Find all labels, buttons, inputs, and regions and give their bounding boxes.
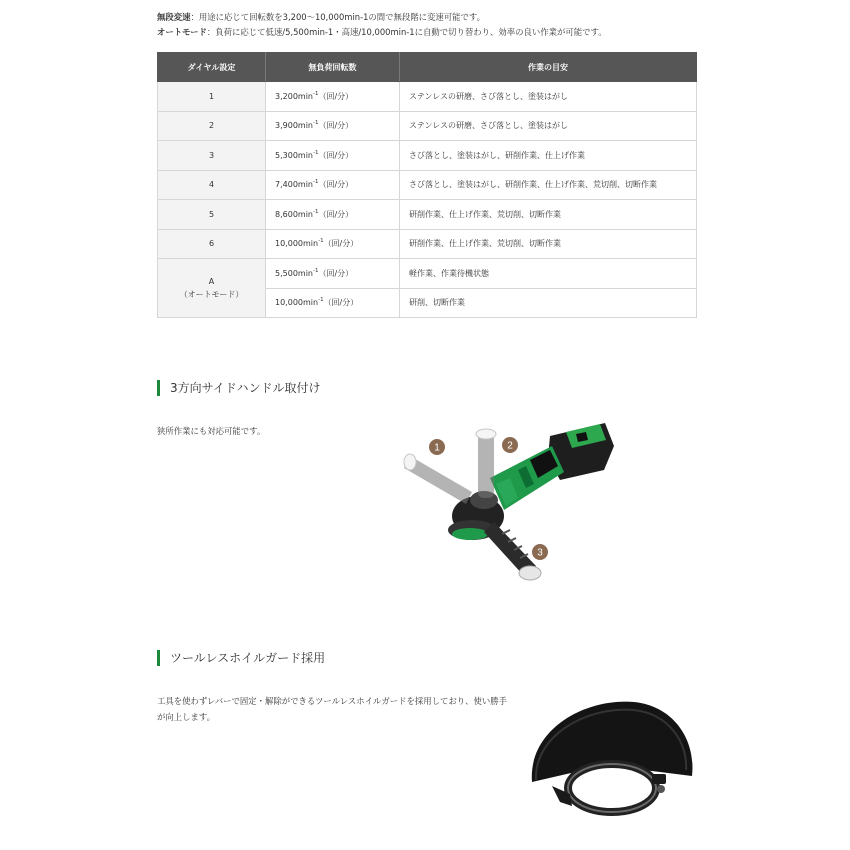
badge-1: [429, 439, 445, 455]
table-row: [158, 229, 697, 259]
intro-line-1: [157, 10, 607, 25]
wheel-guard-text: [157, 693, 507, 725]
table-row: [158, 170, 697, 200]
intro-line-2: [157, 25, 607, 40]
rpm-cell: $3,900\min^{-1}$（回/分）: [266, 111, 400, 141]
table-row: [158, 259, 697, 289]
wheel-guard-heading: ツールレスホイルガード採用: [157, 650, 325, 666]
side-handle-2: [476, 429, 496, 498]
work-cell: 軽作業、作業待機状態: [400, 259, 697, 289]
speed-table: [157, 52, 697, 318]
grinder-image: [400, 418, 620, 590]
auto-mode-cell: [158, 259, 266, 318]
badge-3: [532, 544, 548, 560]
rpm-cell: $7,400\min^{-1}$（回/分）: [266, 170, 400, 200]
work-cell: さび落とし、塗装はがし、研削作業、仕上げ作業: [400, 141, 697, 171]
rpm-cell: $10,000\min^{-1}$（回/分）: [266, 229, 400, 259]
intro-line-1-text: ：用途に応じて回転数を3,200〜10,000min-1の間で無段階に変速可能です。: [190, 12, 486, 22]
work-cell: ステンレスの研磨、さび落とし、塗装はがし: [400, 82, 697, 112]
dial-cell: 1: [158, 82, 266, 112]
dial-cell: 3: [158, 141, 266, 171]
work-cell: ステンレスの研磨、さび落とし、塗装はがし: [400, 111, 697, 141]
svg-text:1: 1: [434, 442, 440, 454]
work-cell: 研削作業、仕上げ作業、荒切削、切断作業: [400, 200, 697, 230]
header-rpm: 無負荷回転数: [266, 53, 400, 82]
table-row: [158, 82, 697, 112]
rpm-cell: $8,600\min^{-1}$（回/分）: [266, 200, 400, 230]
table-row: [158, 200, 697, 230]
dial-cell: 6: [158, 229, 266, 259]
work-cell: 研削作業、仕上げ作業、荒切削、切断作業: [400, 229, 697, 259]
work-cell: 研削、切断作業: [400, 288, 697, 318]
header-dial: ダイヤル設定: [158, 53, 266, 82]
rpm-cell: $5,300\min^{-1}$（回/分）: [266, 141, 400, 171]
guard-clamp-ring: [568, 764, 656, 812]
table-row: [158, 111, 697, 141]
rpm-cell: $3,200\min^{-1}$（回/分）: [266, 82, 400, 112]
auto-mode-label: （オートモード）: [179, 289, 244, 299]
rpm-cell: $10,000\min^{-1}$（回/分）: [266, 288, 400, 318]
wheel-guard-image: [524, 690, 699, 830]
dial-cell: 2: [158, 111, 266, 141]
wheel-guard-text-line-2: が向上します。: [157, 712, 215, 722]
side-handle-text: 狭所作業にも対応可能です。: [157, 426, 266, 436]
wheel-guard-text-line-1: 工具を使わずレバーで固定・解除ができるツールレスホイルガードを採用しており、使い勝手: [157, 696, 508, 706]
dial-cell: 5: [158, 200, 266, 230]
intro-line-2-label: オートモード: [157, 27, 207, 37]
svg-text:2: 2: [507, 440, 513, 452]
intro-text: [157, 10, 607, 40]
side-handle-1: [404, 454, 472, 504]
svg-text:3: 3: [537, 547, 543, 559]
side-handle-heading: 3方向サイドハンドル取付け: [157, 380, 321, 396]
work-cell: さび落とし、塗装はがし、研削作業、仕上げ作業、荒切削、切断作業: [400, 170, 697, 200]
header-work: 作業の目安: [400, 53, 697, 82]
guard-shell: [532, 702, 693, 782]
intro-line-2-text: ：負荷に応じて低速/5,500min-1・高速/10,000min-1に自動で切り替わり、効率の良い作業が可能です。: [206, 27, 607, 37]
intro-line-1-label: 無段変速: [157, 12, 191, 22]
table-row: [158, 141, 697, 171]
table-header-row: [158, 53, 697, 82]
auto-mode-dial: A: [208, 276, 215, 286]
badge-2: [502, 437, 518, 453]
rpm-cell: $5,500\min^{-1}$（回/分）: [266, 259, 400, 289]
dial-cell: 4: [158, 170, 266, 200]
motor-body: [490, 446, 564, 510]
